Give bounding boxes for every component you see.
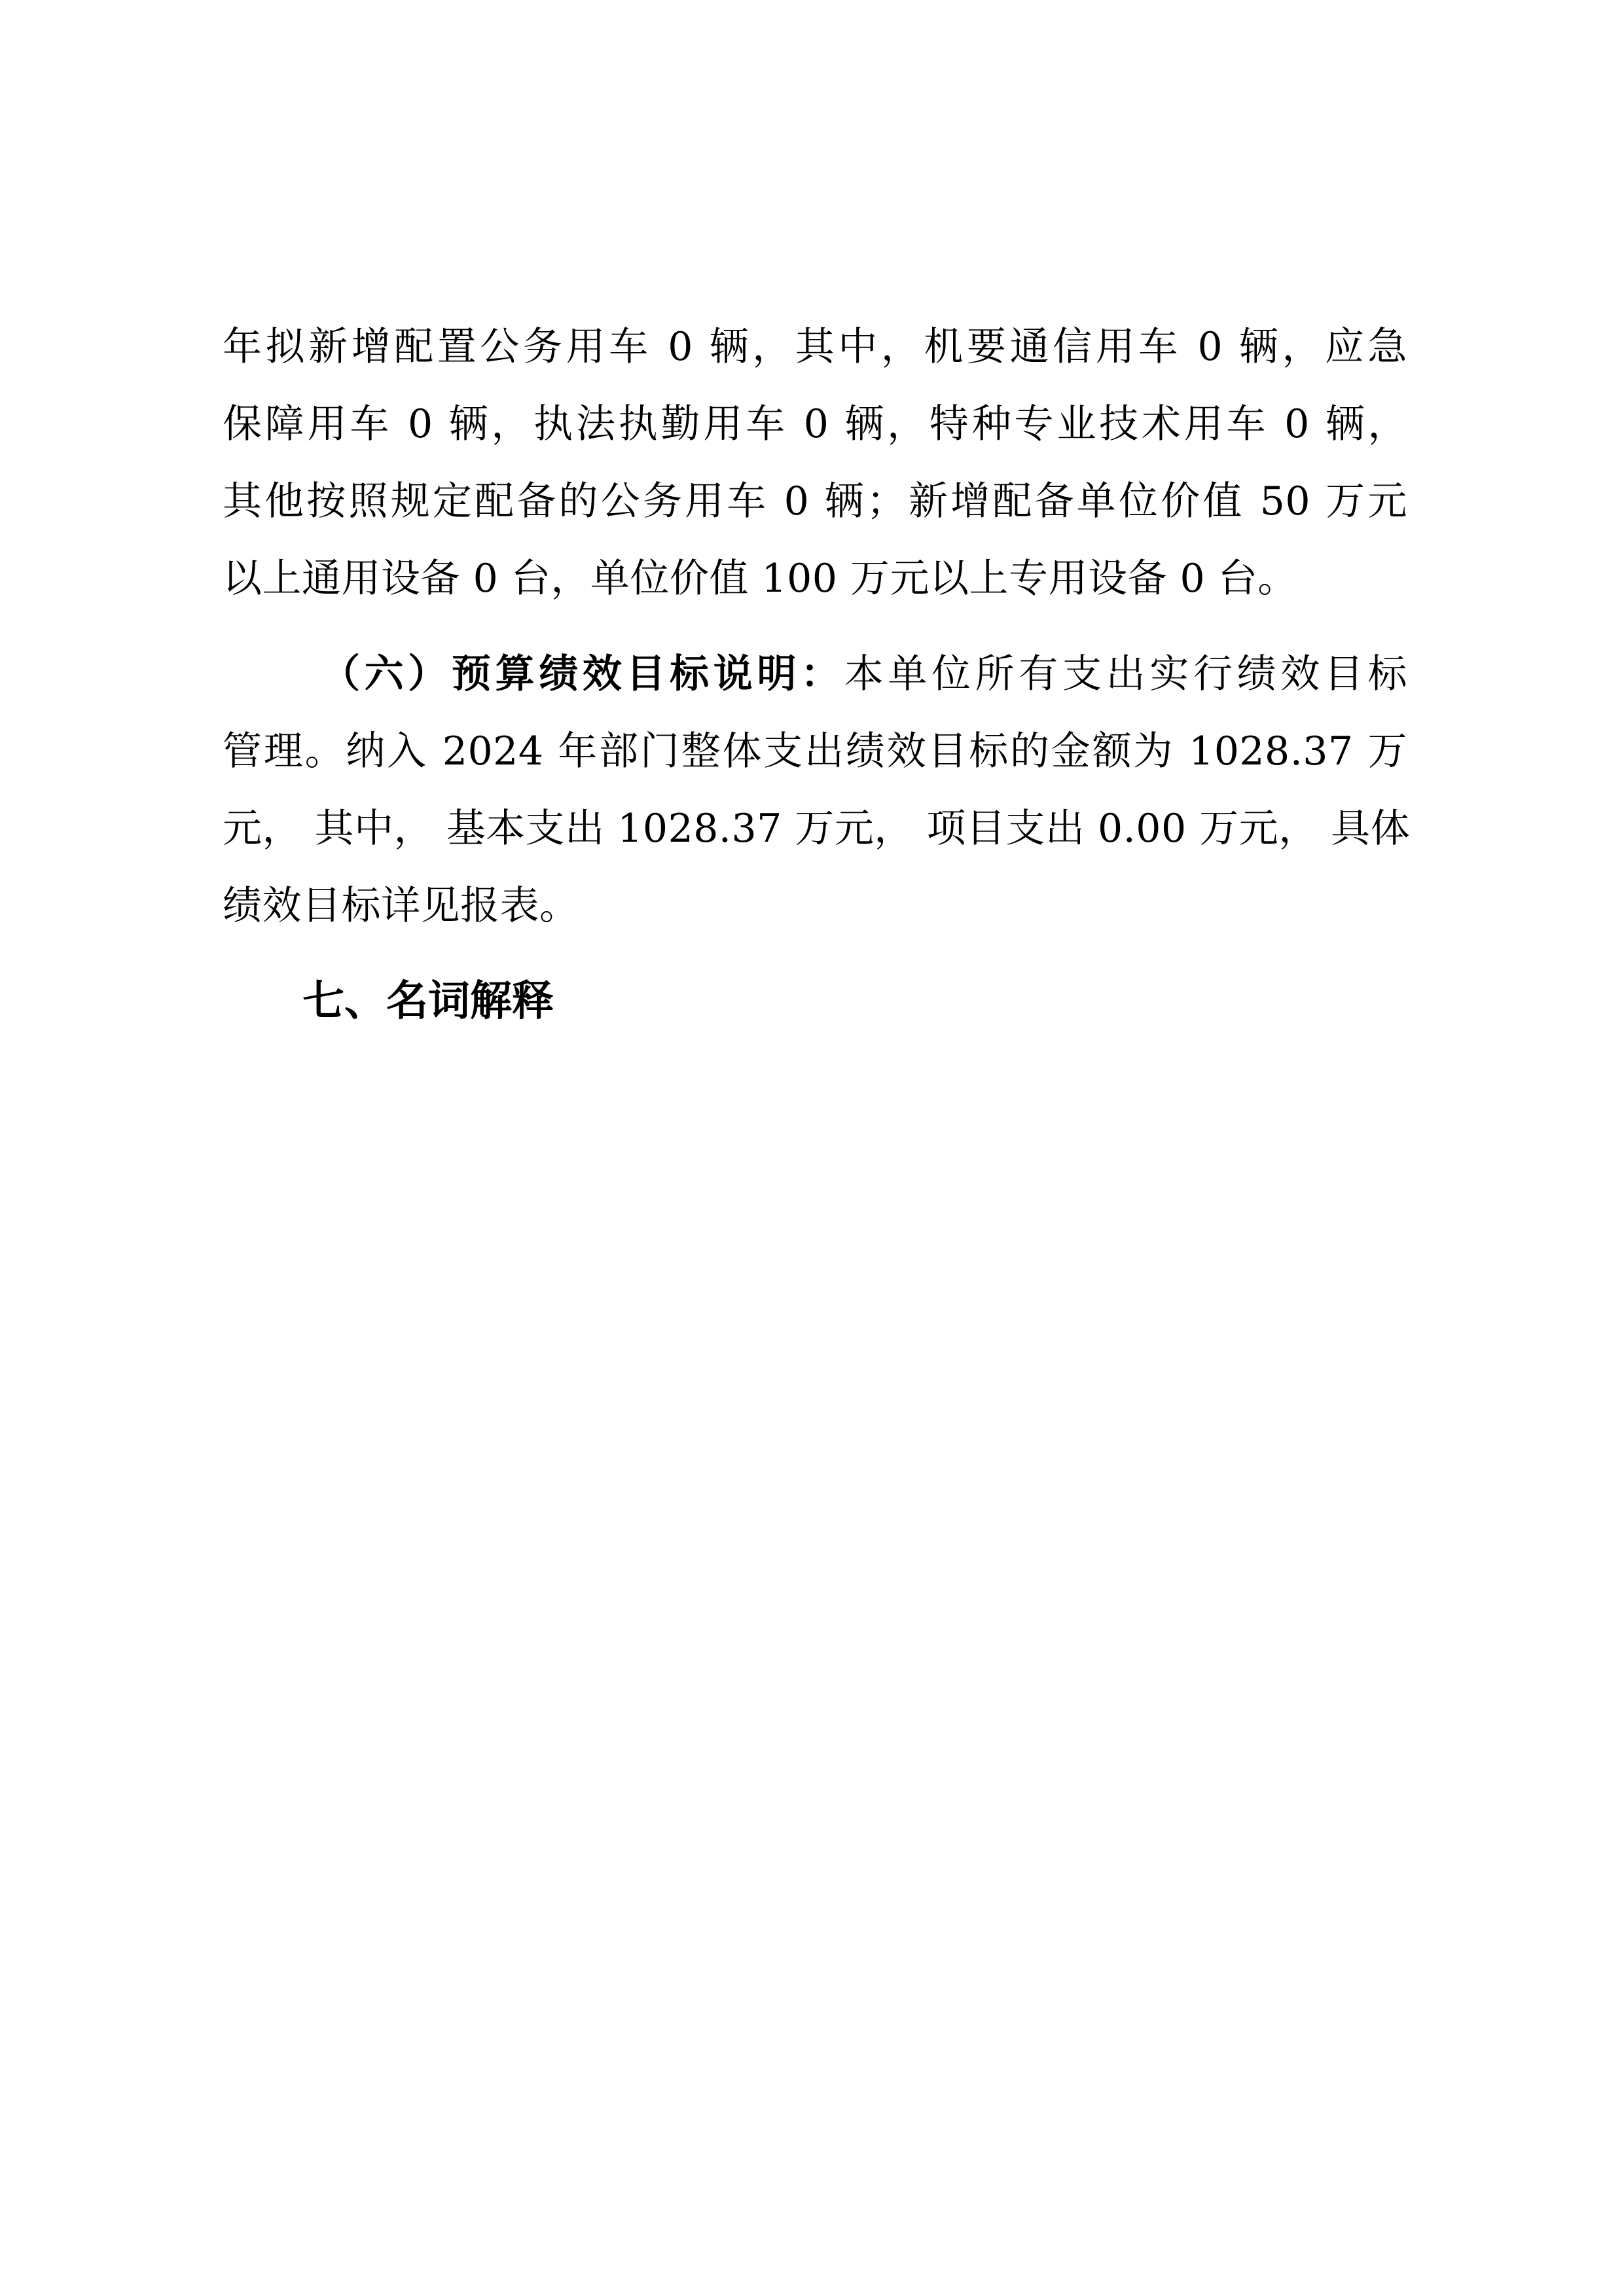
paragraph-line: 以上通用设备 0 台，单位价值 100 万元以上专用设备 0 台。	[223, 556, 1297, 602]
paragraph-line: 保障用车 0 辆，执法执勤用车 0 辆，特种专业技术用车 0 辆，	[223, 401, 1407, 447]
paragraph-line: 绩效目标详见报表。	[223, 883, 579, 929]
paragraph-line: 管理。纳入 2024 年部门整体支出绩效目标的金额为 1028.37 万	[223, 728, 1407, 774]
performance-first-line-text: 本单位所有支出实行绩效目标	[844, 651, 1407, 697]
performance-paragraph-first-line	[321, 648, 1407, 700]
paragraph-line: 年拟新增配置公务用车 0 辆，其中，机要通信用车 0 辆，应急	[223, 324, 1407, 370]
performance-label: （六）预算绩效目标说明：	[321, 651, 844, 697]
paragraph-line: 其他按照规定配备的公务用车 0 辆；新增配备单位价值 50 万元	[223, 478, 1407, 524]
section-heading: 七、名词解释	[302, 977, 554, 1026]
paragraph-line: 元， 其中， 基本支出 1028.37 万元， 项目支出 0.00 万元， 具体	[223, 806, 1411, 852]
